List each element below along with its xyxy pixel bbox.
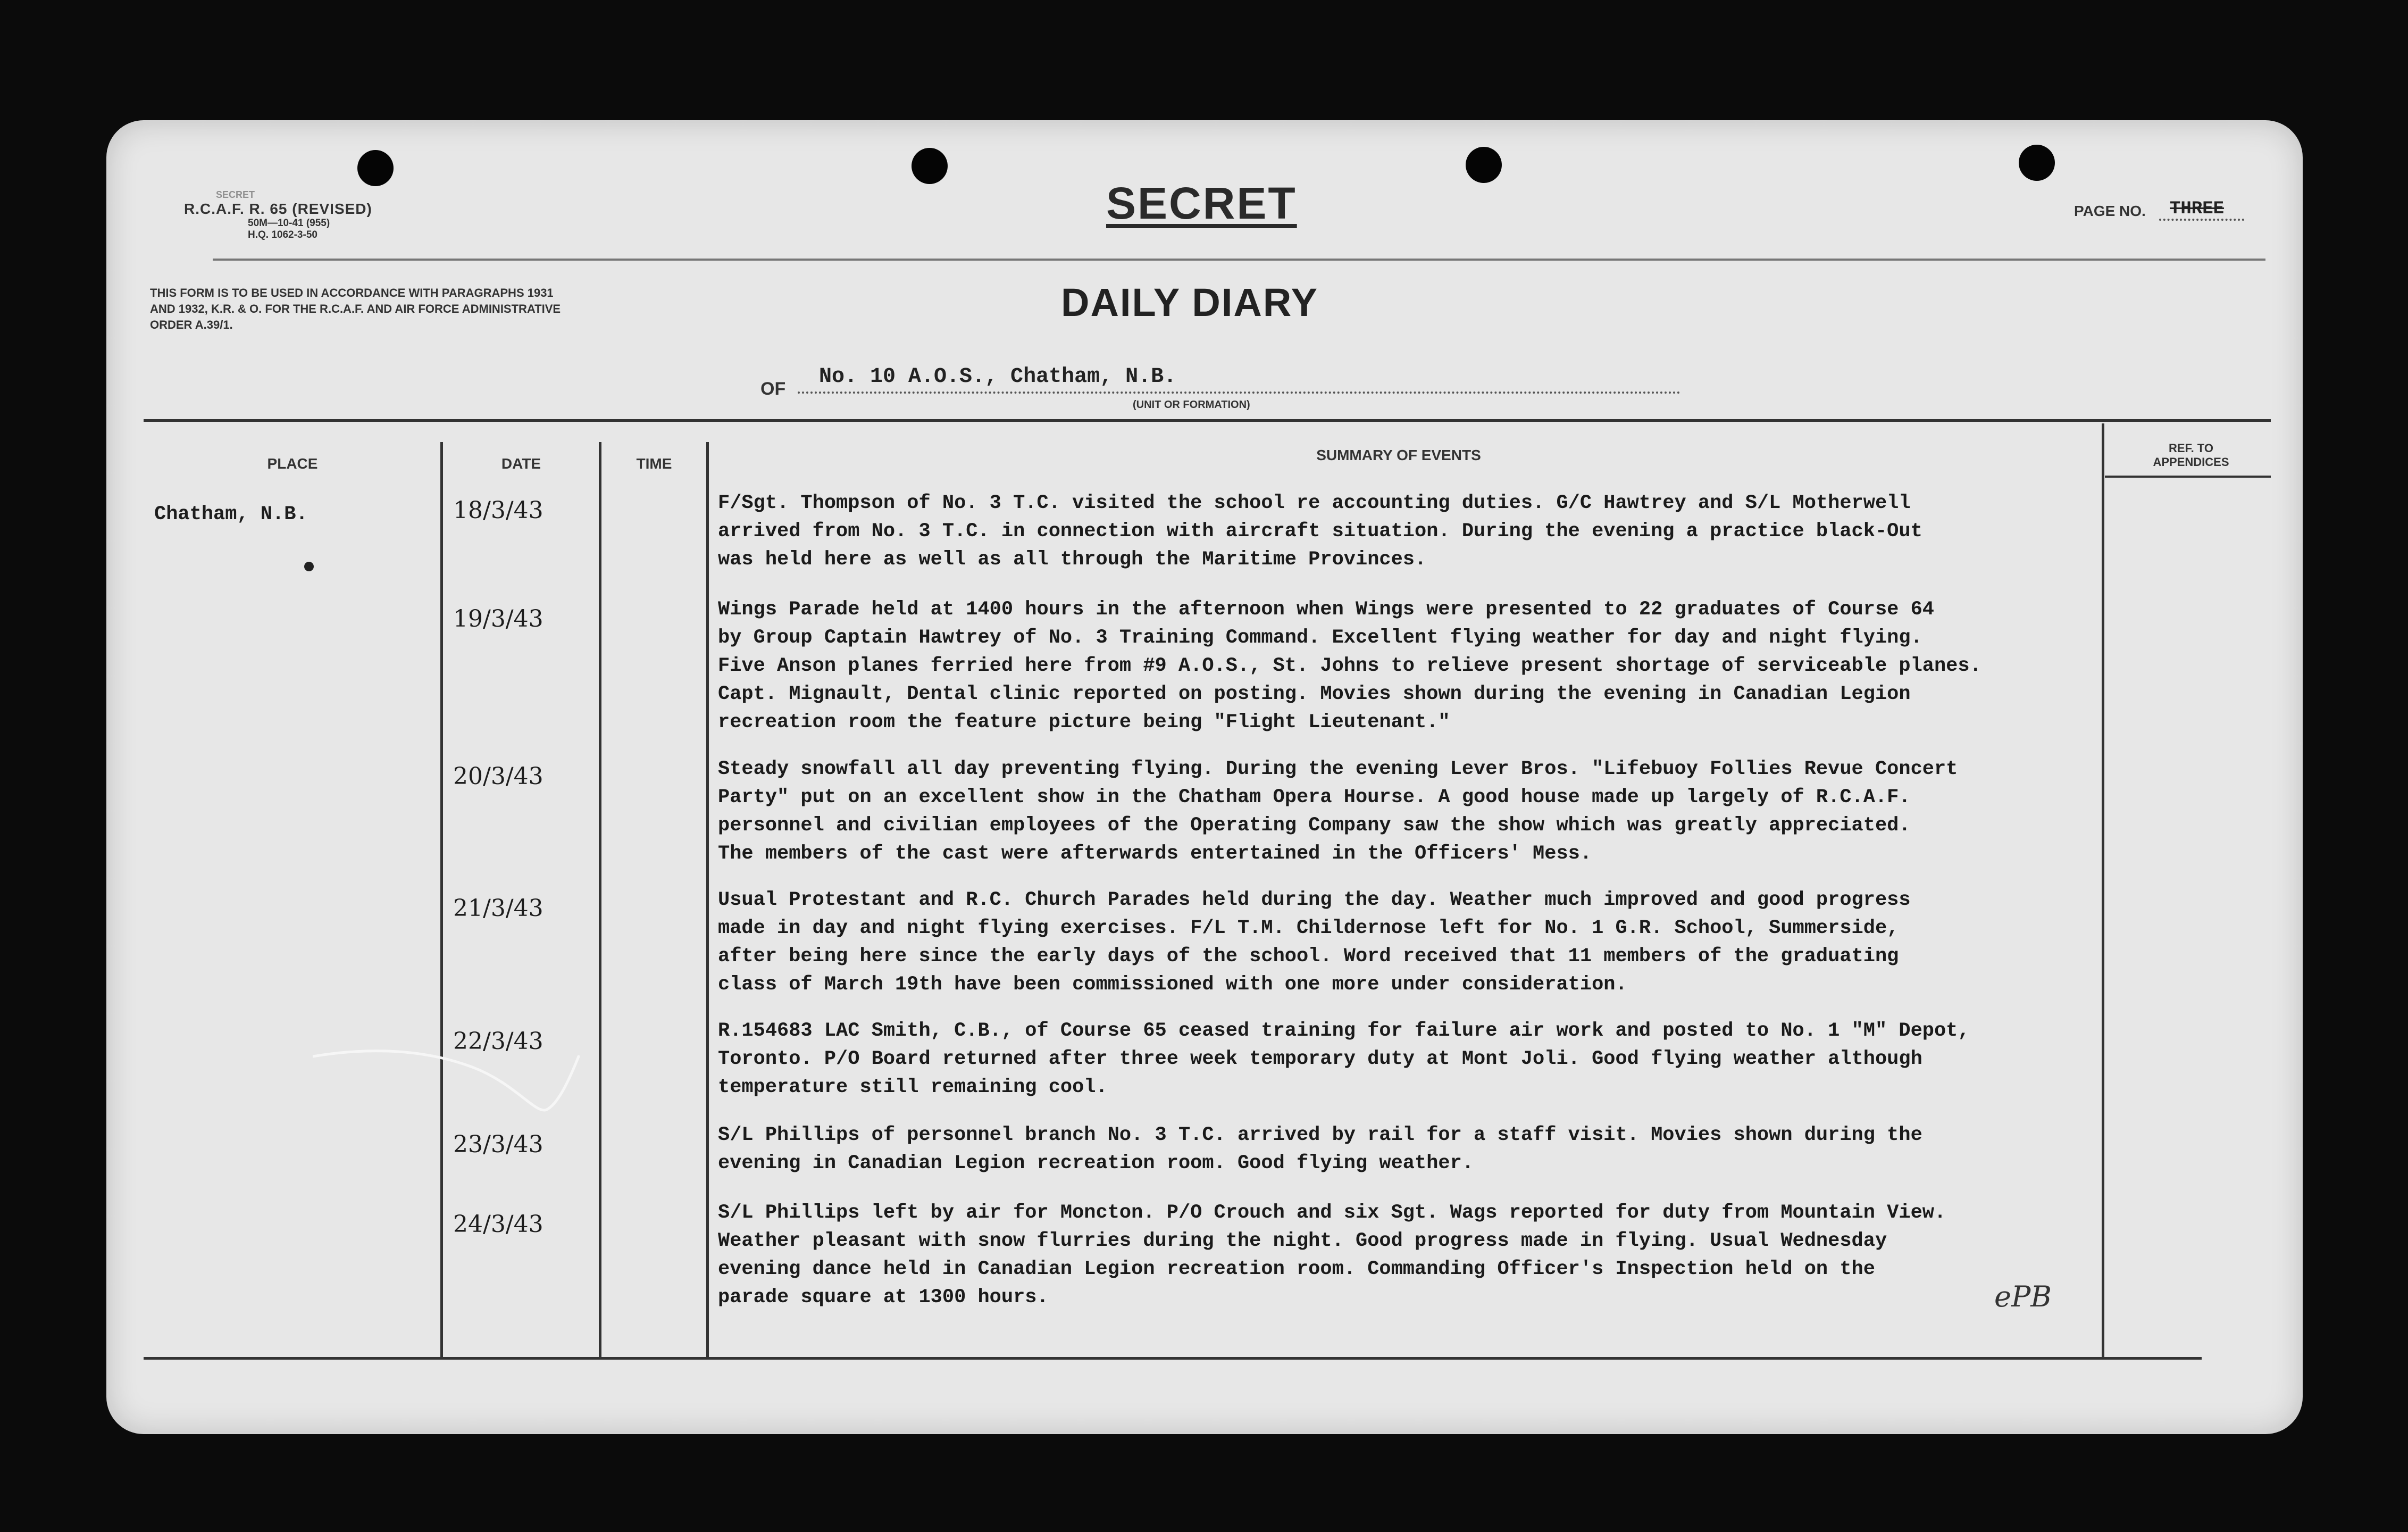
entry-text: S/L Phillips left by air for Moncton. P/O Crouch and six Sgt. Wags reported for duty from Mountain View. Weather pleasant with snow flurries during the night. Good progress made in flying. Usual Wednesday evening dance held in Canadian Legion recreation room. Commanding Officer's Inspection held on the parade square at 1300 hours. bbox=[718, 1202, 1946, 1309]
page-number-dotted-line bbox=[2159, 219, 2244, 221]
form-print-run: 50M—10-41 (955) bbox=[248, 218, 330, 229]
form-identifier bbox=[184, 189, 588, 241]
table-top-rule bbox=[144, 419, 2271, 422]
entry-date: 19/3/43 bbox=[453, 605, 544, 632]
entry-text: Usual Protestant and R.C. Church Parades held during the day. Weather much improved and good progress made in day and night flying exercises. F/L T.M. Childernose left for No. 1 G.R. School, Summerside, after being here since the early days of the school. Word received that 11 members of the graduating class of March 19th have been commissioned with one more under consideration. bbox=[718, 889, 1911, 996]
column-header-summary: SUMMARY OF EVENTS bbox=[1316, 447, 1481, 463]
column-header-ref bbox=[2119, 442, 2263, 469]
entry-date: 20/3/43 bbox=[453, 763, 544, 790]
entry-text: F/Sgt. Thompson of No. 3 T.C. visited the school re accounting duties. G/C Hawtrey and S/L Motherwell arrived from No. 3 T.C. in connection with aircraft situation. During the evening a practice black-Out was held here as well as all through the Maritime Provinces. bbox=[718, 492, 1922, 571]
page-number-value: THREE bbox=[2170, 199, 2225, 219]
unit-caption: (UNIT OR FORMATION) bbox=[1133, 399, 1250, 411]
place-date-divider bbox=[440, 442, 443, 1358]
column-header-time: TIME bbox=[636, 455, 672, 472]
table-bottom-rule bbox=[144, 1357, 2202, 1360]
form-instructions: THIS FORM IS TO BE USED IN ACCORDANCE WITH PARAGRAPHS 1931 AND 1932, K.R. & O. FOR THE R.C.A.F. AND AIR FORCE ADMINISTRATIVE ORDER A.39/1. bbox=[150, 286, 561, 331]
punch-hole bbox=[2019, 145, 2055, 181]
unit-name: No. 10 A.O.S., Chatham, N.B. bbox=[819, 365, 1177, 389]
entry-text: S/L Phillips of personnel branch No. 3 T.C. arrived by rail for a staff visit. Movies shown during the evening in Canadian Legion recreation room. Good flying weather. bbox=[718, 1124, 1922, 1175]
page-title: DAILY DIARY bbox=[1061, 280, 1318, 324]
page-number-label: PAGE NO. bbox=[2074, 203, 2146, 219]
diary-sheet bbox=[106, 120, 2303, 1434]
time-summary-divider bbox=[706, 442, 709, 1358]
unit-of-label: OF bbox=[760, 379, 786, 399]
ref-header-line2: APPENDICES bbox=[2153, 455, 2229, 469]
entry-date: 23/3/43 bbox=[453, 1131, 544, 1158]
place-value: Chatham, N.B. bbox=[154, 503, 308, 526]
secret-stamp: SECRET bbox=[1106, 178, 1297, 228]
form-number: R.C.A.F. R. 65 (REVISED) bbox=[184, 201, 372, 217]
unit-dotted-line bbox=[798, 392, 1680, 394]
column-header-date: DATE bbox=[501, 455, 541, 472]
form-hq-number: H.Q. 1062-3-50 bbox=[248, 229, 317, 240]
entry-text: Steady snowfall all day preventing flying. During the evening Lever Bros. "Lifebuoy Follies Revue Concert Party" put on an excellent show in the Chatham Opera Hourse. A good house made up largely of R.C.A.F. personnel and civilian employees of the Operating Company saw the show which was greatly appreciated. The members of the cast were afterwards entertained in the Officers' Mess. bbox=[718, 758, 1958, 865]
entry-text: R.154683 LAC Smith, C.B., of Course 65 ceased training for failure air work and posted to No. 1 "M" Depot, Toronto. P/O Board returned after three week temporary duty at Mont Joli. Good flying weather although temperature still remaining cool. bbox=[718, 1020, 1970, 1098]
ref-header-line1: REF. TO bbox=[2169, 442, 2213, 455]
entry-date: 22/3/43 bbox=[453, 1028, 544, 1055]
entry-date: 18/3/43 bbox=[453, 497, 544, 524]
summary-ref-divider bbox=[2102, 423, 2104, 1360]
scratch-mark bbox=[313, 1035, 589, 1120]
punch-hole bbox=[357, 150, 394, 186]
date-time-divider bbox=[599, 442, 601, 1358]
header-divider bbox=[213, 259, 2265, 261]
punch-hole bbox=[1466, 147, 1502, 183]
column-header-place: PLACE bbox=[267, 455, 318, 472]
table-head-rule bbox=[2105, 476, 2271, 478]
entry-date: 21/3/43 bbox=[453, 895, 544, 922]
entry-date: 24/3/43 bbox=[453, 1211, 544, 1238]
handwritten-initials: ePB bbox=[1994, 1280, 2052, 1313]
entry-text: Wings Parade held at 1400 hours in the afternoon when Wings were presented to 22 graduates of Course 64 by Group Captain Hawtrey of No. 3 Training Command. Excellent flying weather for day and night flying. Five Anson planes ferried here from #9 A.O.S., St. Johns to relieve present shortage of serviceable planes. Capt. Mignault, Dental clinic reported on posting. Movies shown during the evening in Canadian Legion recreation room the feature picture being "Flight Lieutenant." bbox=[718, 598, 1981, 734]
form-scribble: SECRET bbox=[216, 189, 255, 200]
ink-dot bbox=[304, 562, 314, 571]
punch-hole bbox=[912, 148, 948, 184]
